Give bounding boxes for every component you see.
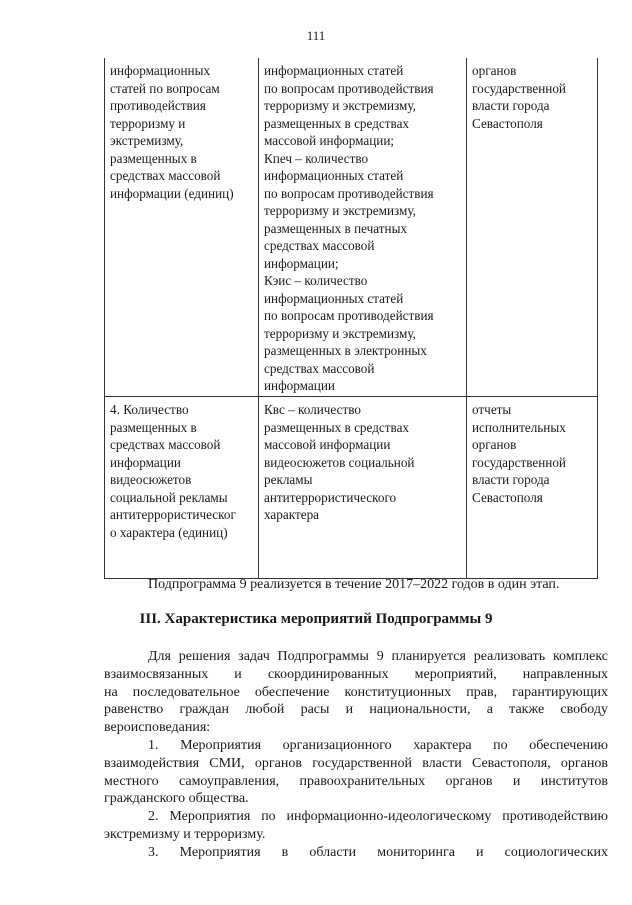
cell-line: информационных статей	[264, 63, 404, 78]
cell-line: отчеты	[472, 402, 512, 417]
cell-line: экстремизму,	[110, 133, 184, 148]
source-cell	[467, 58, 597, 396]
cell-line: органов	[472, 63, 517, 78]
cell-line: информационных статей	[264, 168, 404, 183]
cell-line: исполнительных	[472, 419, 566, 435]
indicators-table	[104, 58, 598, 579]
paragraph-line: Для решения задач Подпрограммы 9 планируется реализовать комплекс	[148, 649, 608, 664]
paragraph-line: взаимосвязанных и скоординированных мероприятий, направленных	[104, 666, 608, 682]
cell-line: информационных статей	[264, 290, 404, 306]
table-row	[105, 58, 597, 397]
cell-line: по вопросам противодействия	[264, 80, 434, 96]
cell-line: информации	[110, 454, 181, 470]
section-heading: III. Характеристика мероприятий Подпрограммы 9	[139, 611, 493, 627]
cell-line: социальной рекламы	[110, 489, 228, 505]
cell-line: власти города	[472, 98, 550, 113]
cell-line: средствах массовой	[264, 360, 375, 376]
cell-line: о характера (единиц)	[110, 524, 228, 540]
cell-line: власти города	[472, 472, 550, 487]
cell-line: терроризму и экстремизму,	[264, 325, 416, 341]
cell-line: размещенных в	[110, 419, 197, 435]
paragraph-line: местного самоуправления, правоохранительных органов и институтов	[104, 773, 608, 789]
cell-line: Севастополя	[472, 115, 543, 131]
indicator-name-cell	[105, 397, 259, 578]
cell-line: информации (единиц)	[110, 185, 234, 201]
cell-line: по вопросам противодействия	[264, 308, 434, 323]
cell-line: антитеррористическог	[110, 507, 236, 522]
paragraph-line: на последовательное обеспечение конституционных прав, гарантирующих	[104, 684, 608, 700]
paragraph-line: взаимодействия СМИ, органов государственной власти Севастополя, органов	[104, 755, 608, 771]
indicator-name-cell	[105, 58, 259, 396]
table-row	[105, 397, 597, 578]
cell-line: по вопросам противодействия	[264, 185, 434, 201]
cell-line: видеосюжетов социальной	[264, 454, 415, 470]
source-cell	[467, 397, 597, 578]
cell-line: Кпеч – количество	[264, 150, 369, 166]
cell-line: массовой информации;	[264, 133, 395, 148]
formula-cell	[259, 397, 467, 578]
cell-line: терроризму и экстремизму,	[264, 98, 416, 113]
cell-line: видеосюжетов	[110, 472, 192, 487]
cell-line: рекламы	[264, 472, 313, 487]
cell-line: средствах массовой	[110, 168, 221, 183]
cell-line: Кэис – количество	[264, 273, 368, 288]
cell-line: 4. Количество	[110, 402, 189, 417]
paragraph-line: 3. Мероприятия в области мониторинга и социологических	[148, 844, 608, 860]
page-number: 111	[306, 28, 326, 43]
formula-cell	[259, 58, 467, 396]
cell-line: средствах массовой	[110, 437, 221, 452]
paragraph-line: 2. Мероприятия по информационно-идеологическому противодействию	[148, 809, 608, 825]
cell-line: Квс – количество	[264, 402, 361, 417]
cell-line: размещенных в печатных	[264, 220, 408, 236]
cell-line: характера	[264, 507, 320, 522]
cell-line: средствах массовой	[264, 238, 375, 253]
cell-line: информации	[264, 378, 335, 393]
cell-line: информации;	[264, 255, 339, 271]
cell-line: массовой информации	[264, 437, 391, 452]
cell-line: информационных	[110, 63, 211, 78]
cell-line: государственной	[472, 80, 566, 96]
cell-line: органов	[472, 437, 517, 452]
cell-line: размещенных в	[110, 150, 197, 166]
cell-line: размещенных в средствах	[264, 419, 410, 435]
cell-line: терроризму и экстремизму,	[264, 203, 416, 218]
paragraph-line: 1. Мероприятия организационного характера по обеспечению	[148, 737, 608, 753]
cell-line: антитеррористического	[264, 489, 397, 505]
paragraph-line: вероисповедания:	[104, 720, 211, 736]
cell-line: размещенных в средствах	[264, 115, 410, 131]
cell-line: терроризму и	[110, 115, 186, 131]
cell-line: государственной	[472, 454, 566, 470]
paragraph-line: экстремизму и терроризму.	[104, 826, 266, 842]
paragraph-line: равенство граждан любой расы и национальности, а также свободу	[104, 702, 608, 718]
cell-line: статей по вопросам	[110, 80, 220, 96]
cell-line: противодействия	[110, 98, 206, 113]
paragraph-line: гражданского общества.	[104, 791, 249, 807]
cell-line: Севастополя	[472, 489, 543, 505]
cell-line: размещенных в электронных	[264, 343, 427, 358]
body-text	[104, 648, 608, 862]
implementation-period-text: Подпрограмма 9 реализуется в течение 2017–2022 годов в один этап.	[148, 577, 560, 592]
